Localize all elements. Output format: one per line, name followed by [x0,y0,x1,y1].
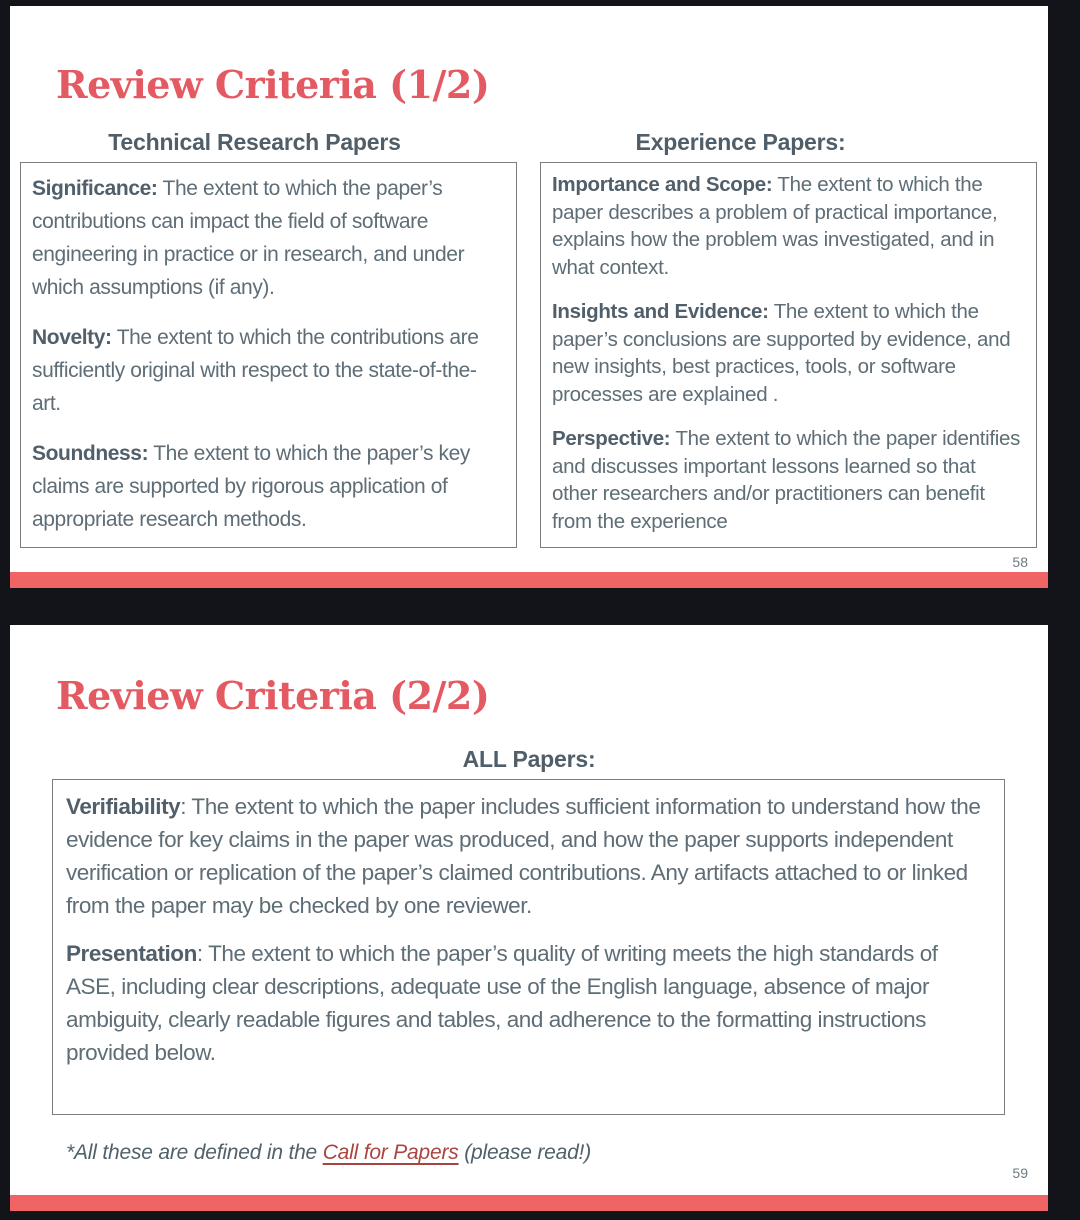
criterion-label: Importance and Scope: [552,173,773,196]
all-papers-criteria-box [52,779,1005,1115]
slide2-page-number: 59 [1012,1165,1028,1181]
criterion-novelty [32,321,505,420]
footnote-suffix: (please read!) [458,1141,591,1164]
criterion-label: Presentation [66,941,197,966]
criterion-text: The extent to which the paper describes a problem of practical importance, explains how the problem was investigated, and in what context. [552,173,998,279]
technical-criteria-box [20,162,517,548]
criterion-label: Novelty: [32,326,112,349]
criterion-label: Verifiability [66,794,181,819]
criterion-text: The extent to which the paper identifies and discusses important lessons learned so that other researchers and/or practitioners can benefit from the experience [552,427,1021,533]
criterion-label: Soundness: [32,442,149,465]
criterion-perspective [552,425,1025,535]
criterion-significance [32,172,505,304]
footnote-prefix: *All these are defined in the [66,1141,323,1164]
criterion-text: The extent to which the paper’s conclusions are supported by evidence, and new insights, best practices, tools, or software processes are explained . [552,300,1011,406]
slide1-footer-bar [10,572,1048,588]
criterion-importance-scope [552,171,1025,281]
criterion-verifiability [66,790,991,922]
slide2-title: Review Criteria (2/2) [56,673,490,718]
slide2-footer-bar [10,1195,1048,1211]
criterion-text: : The extent to which the paper’s quality of writing meets the high standards of ASE, including clear descriptions, adequate use of the English language, absence of major ambiguity, clearly readable figures and tables, and adherence to the formatting instructions provided below. [66,941,938,1065]
slide-review-criteria-2 [10,625,1048,1211]
slide-review-criteria-1 [10,6,1048,588]
footnote [66,1141,591,1165]
slide1-page-number: 58 [1012,554,1028,570]
criterion-text: The extent to which the paper’s contributions can impact the field of software engineering in practice or in research, and under which assumptions (if any). [32,177,465,299]
criterion-presentation [66,937,991,1069]
column-heading-all-papers: ALL Papers: [462,746,596,772]
criterion-label: Insights and Evidence: [552,300,769,323]
criterion-insights-evidence [552,298,1025,408]
experience-criteria-box [540,162,1037,548]
slide1-title: Review Criteria (1/2) [56,62,490,107]
criterion-label: Significance: [32,177,158,200]
criterion-soundness [32,437,505,536]
criterion-text: The extent to which the contributions are sufficiently original with respect to the state-of-the-art. [32,326,479,415]
call-for-papers-link[interactable]: Call for Papers [322,1141,459,1164]
criterion-text: : The extent to which the paper includes sufficient information to understand how the evidence for key claims in the paper was produced, and how the paper supports independent verification or replication of the paper’s claimed contributions. Any artifacts attached to or linked from the paper may be checked by one reviewer. [66,794,981,918]
column-heading-experience: Experience Papers: [635,129,846,155]
column-heading-technical: Technical Research Papers [108,129,401,155]
criterion-text: The extent to which the paper’s key claims are supported by rigorous application of appropriate research methods. [32,442,470,531]
criterion-label: Perspective: [552,427,671,450]
